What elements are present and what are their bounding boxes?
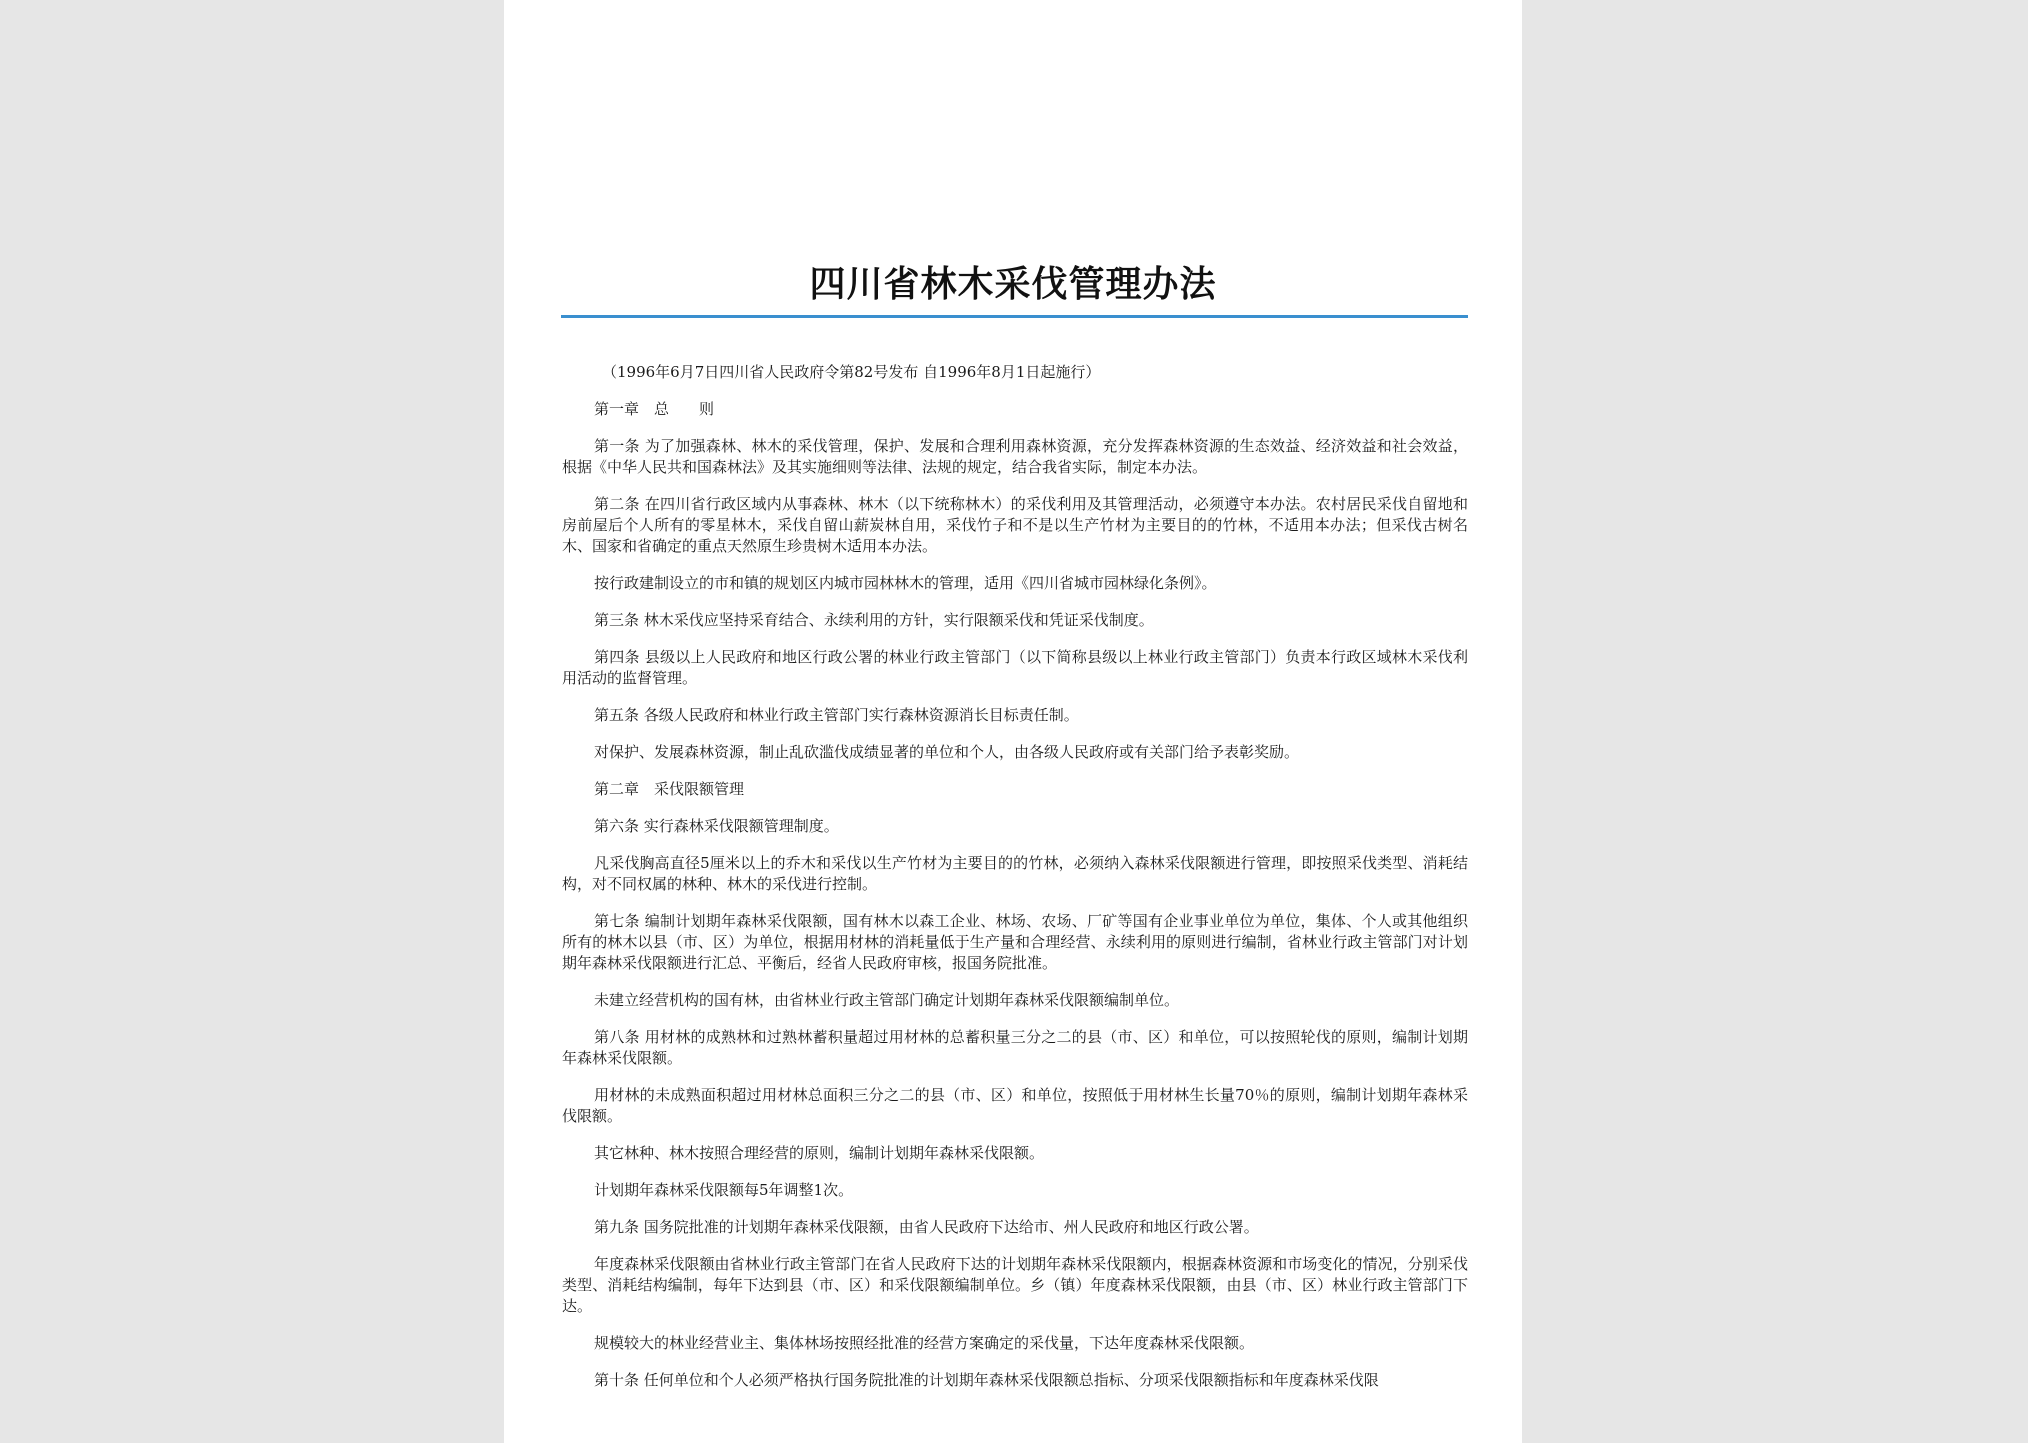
paragraph: 第一条 为了加强森林、林木的采伐管理，保护、发展和合理利用森林资源，充分发挥森林资源的生态效益、经济效益和社会效益，根据《中华人民共和国森林法》及其实施细则等法律、法规的规定，结合我省实际，制定本办法。 (562, 437, 1468, 476)
paragraph: 凡采伐胸高直径5厘米以上的乔木和采伐以生产竹材为主要目的的竹林，必须纳入森林采伐限额进行管理，即按照采伐类型、消耗结构，对不同权属的林种、林木的采伐进行控制。 (562, 854, 1468, 893)
paragraph: 用材林的未成熟面积超过用材林总面积三分之二的县（市、区）和单位，按照低于用材林生长量70％的原则，编制计划期年森林采伐限额。 (562, 1086, 1468, 1125)
paragraph: 规模较大的林业经营业主、集体林场按照经批准的经营方案确定的采伐量，下达年度森林采伐限额。 (594, 1334, 1255, 1352)
paragraph: 第七条 编制计划期年森林采伐限额，国有林木以森工企业、林场、农场、厂矿等国有企业事业单位为单位，集体、个人或其他组织所有的林木以县（市、区）为单位，根据用材林的消耗量低于生产量和合理经营、永续利用的原则进行编制，省林业行政主管部门对计划期年森林采伐限额进行汇总、平衡后，经省人民政府审核，报国务院批准。 (562, 912, 1468, 972)
paragraph: 第一章 总 则 (594, 400, 715, 418)
paragraph: 第九条 国务院批准的计划期年森林采伐限额，由省人民政府下达给市、州人民政府和地区行政公署。 (594, 1218, 1259, 1236)
paragraph: 第五条 各级人民政府和林业行政主管部门实行森林资源消长目标责任制。 (594, 706, 1079, 724)
paragraph: 对保护、发展森林资源，制止乱砍滥伐成绩显著的单位和个人，由各级人民政府或有关部门给予表彰奖励。 (594, 743, 1300, 761)
paragraph: 第六条 实行森林采伐限额管理制度。 (594, 817, 839, 835)
issuance-note: （1996年6月7日四川省人民政府令第82号发布 自1996年8月1日起施行） (602, 363, 1101, 381)
paragraph: 未建立经营机构的国有林，由省林业行政主管部门确定计划期年森林采伐限额编制单位。 (594, 991, 1180, 1009)
paragraph: 第四条 县级以上人民政府和地区行政公署的林业行政主管部门（以下简称县级以上林业行政主管部门）负责本行政区域林木采伐利用活动的监督管理。 (562, 648, 1468, 687)
paragraph: 第二章 采伐限额管理 (594, 780, 745, 798)
paragraph: 第八条 用材林的成熟林和过熟林蓄积量超过用材林的总蓄积量三分之二的县（市、区）和单位，可以按照轮伐的原则，编制计划期年森林采伐限额。 (562, 1028, 1468, 1067)
paragraph: 第十条 任何单位和个人必须严格执行国务院批准的计划期年森林采伐限额总指标、分项采伐限额指标和年度森林采伐限 (594, 1371, 1379, 1389)
document-body (562, 362, 1468, 1407)
paragraph: 其它林种、林木按照合理经营的原则，编制计划期年森林采伐限额。 (594, 1144, 1045, 1162)
document-title: 四川省林木采伐管理办法 (809, 264, 1217, 305)
title-divider (561, 315, 1468, 318)
paragraph: 按行政建制设立的市和镇的规划区内城市园林林木的管理，适用《四川省城市园林绿化条例》。 (594, 574, 1217, 592)
paragraph: 第三条 林木采伐应坚持采育结合、永续利用的方针，实行限额采伐和凭证采伐制度。 (594, 611, 1154, 629)
document-page (504, 0, 1522, 1443)
paragraph: 第二条 在四川省行政区域内从事森林、林木（以下统称林木）的采伐利用及其管理活动，必须遵守本办法。农村居民采伐自留地和房前屋后个人所有的零星林木，采伐自留山薪炭林自用，采伐竹子和不是以生产竹材为主要目的的竹林，不适用本办法；但采伐古树名木、国家和省确定的重点天然原生珍贵树木适用本办法。 (562, 495, 1468, 555)
paragraph: 年度森林采伐限额由省林业行政主管部门在省人民政府下达的计划期年森林采伐限额内，根据森林资源和市场变化的情况，分别采伐类型、消耗结构编制，每年下达到县（市、区）和采伐限额编制单位。乡（镇）年度森林采伐限额，由县（市、区）林业行政主管部门下达。 (562, 1255, 1468, 1315)
paragraph: 计划期年森林采伐限额每5年调整1次。 (594, 1181, 854, 1199)
